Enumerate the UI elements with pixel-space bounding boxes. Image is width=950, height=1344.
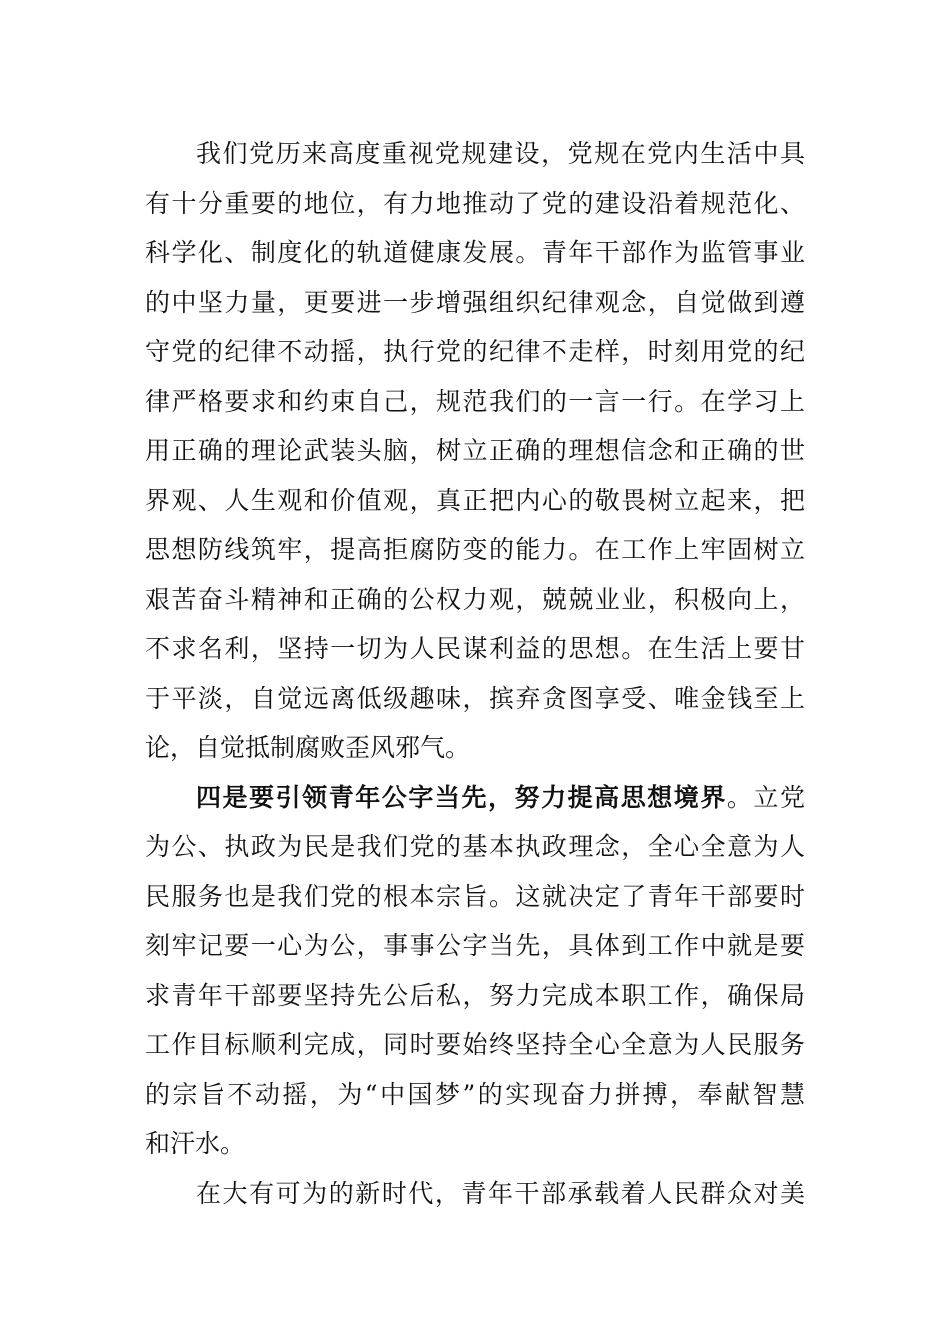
- paragraph-1-line-1: 我们党历来高度重视党规建设，党规在党内生活中具: [196, 139, 805, 168]
- paragraph-2-line-8: 和汗水。: [145, 1129, 246, 1158]
- paragraph-2-line-3: 民服务也是我们党的根本宗旨。这就决定了青年干部要时: [145, 882, 805, 911]
- paragraph-1-line-7: 用正确的理论武装头脑，树立正确的理想信念和正确的世: [145, 436, 805, 465]
- paragraph-3-line-1: 在大有可为的新时代，青年干部承载着人民群众对美: [196, 1179, 805, 1208]
- paragraph-1-line-13: 论，自觉抵制腐败歪风邪气。: [145, 733, 471, 762]
- paragraph-1-line-8: 界观、人生观和价值观，真正把内心的敬畏树立起来，把: [145, 486, 805, 515]
- paragraph-2-line-1: [196, 778, 805, 818]
- paragraph-2-line-5: 求青年干部要坚持先公后私，努力完成本职工作，确保局: [145, 981, 805, 1010]
- paragraph-1-line-5: 守党的纪律不动摇，执行党的纪律不走样，时刻用党的纪: [145, 337, 805, 366]
- paragraph-2-line-2: 为公、执政为民是我们党的基本执政理念，全心全意为人: [145, 832, 805, 861]
- paragraph-1-line-12: 于平淡，自觉远离低级趣味，摈弃贪图享受、唯金钱至上: [145, 684, 805, 713]
- paragraph-1-line-9: 思想防线筑牢，提高拒腐防变的能力。在工作上牢固树立: [145, 535, 805, 564]
- paragraph-1-line-11: 不求名利，坚持一切为人民谋利益的思想。在生活上要甘: [145, 634, 805, 663]
- paragraph-1-line-4: 的中坚力量，更要进一步增强组织纪律观念，自觉做到遵: [145, 288, 805, 317]
- paragraph-2-line-7: 的宗旨不动摇，为“中国梦”的实现奋力拼搏，奉献智慧: [145, 1080, 805, 1109]
- paragraph-1-line-6: 律严格要求和约束自己，规范我们的一言一行。在学习上: [145, 387, 805, 416]
- paragraph-2-line-4: 刻牢记要一心为公，事事公字当先，具体到工作中就是要: [145, 931, 805, 960]
- paragraph-1-line-3: 科学化、制度化的轨道健康发展。青年干部作为监管事业: [145, 238, 805, 267]
- paragraph-2-line-6: 工作目标顺利完成，同时要始终坚持全心全意为人民服务: [145, 1030, 805, 1059]
- paragraph-1-line-2: 有十分重要的地位，有力地推动了党的建设沿着规范化、: [145, 189, 805, 218]
- paragraph-2-first-line-rest: 。立党: [726, 783, 805, 812]
- section-heading: 四是要引领青年公字当先，努力提高思想境界: [196, 783, 727, 812]
- paragraph-1-line-10: 艰苦奋斗精神和正确的公权力观，兢兢业业，积极向上，: [145, 585, 805, 614]
